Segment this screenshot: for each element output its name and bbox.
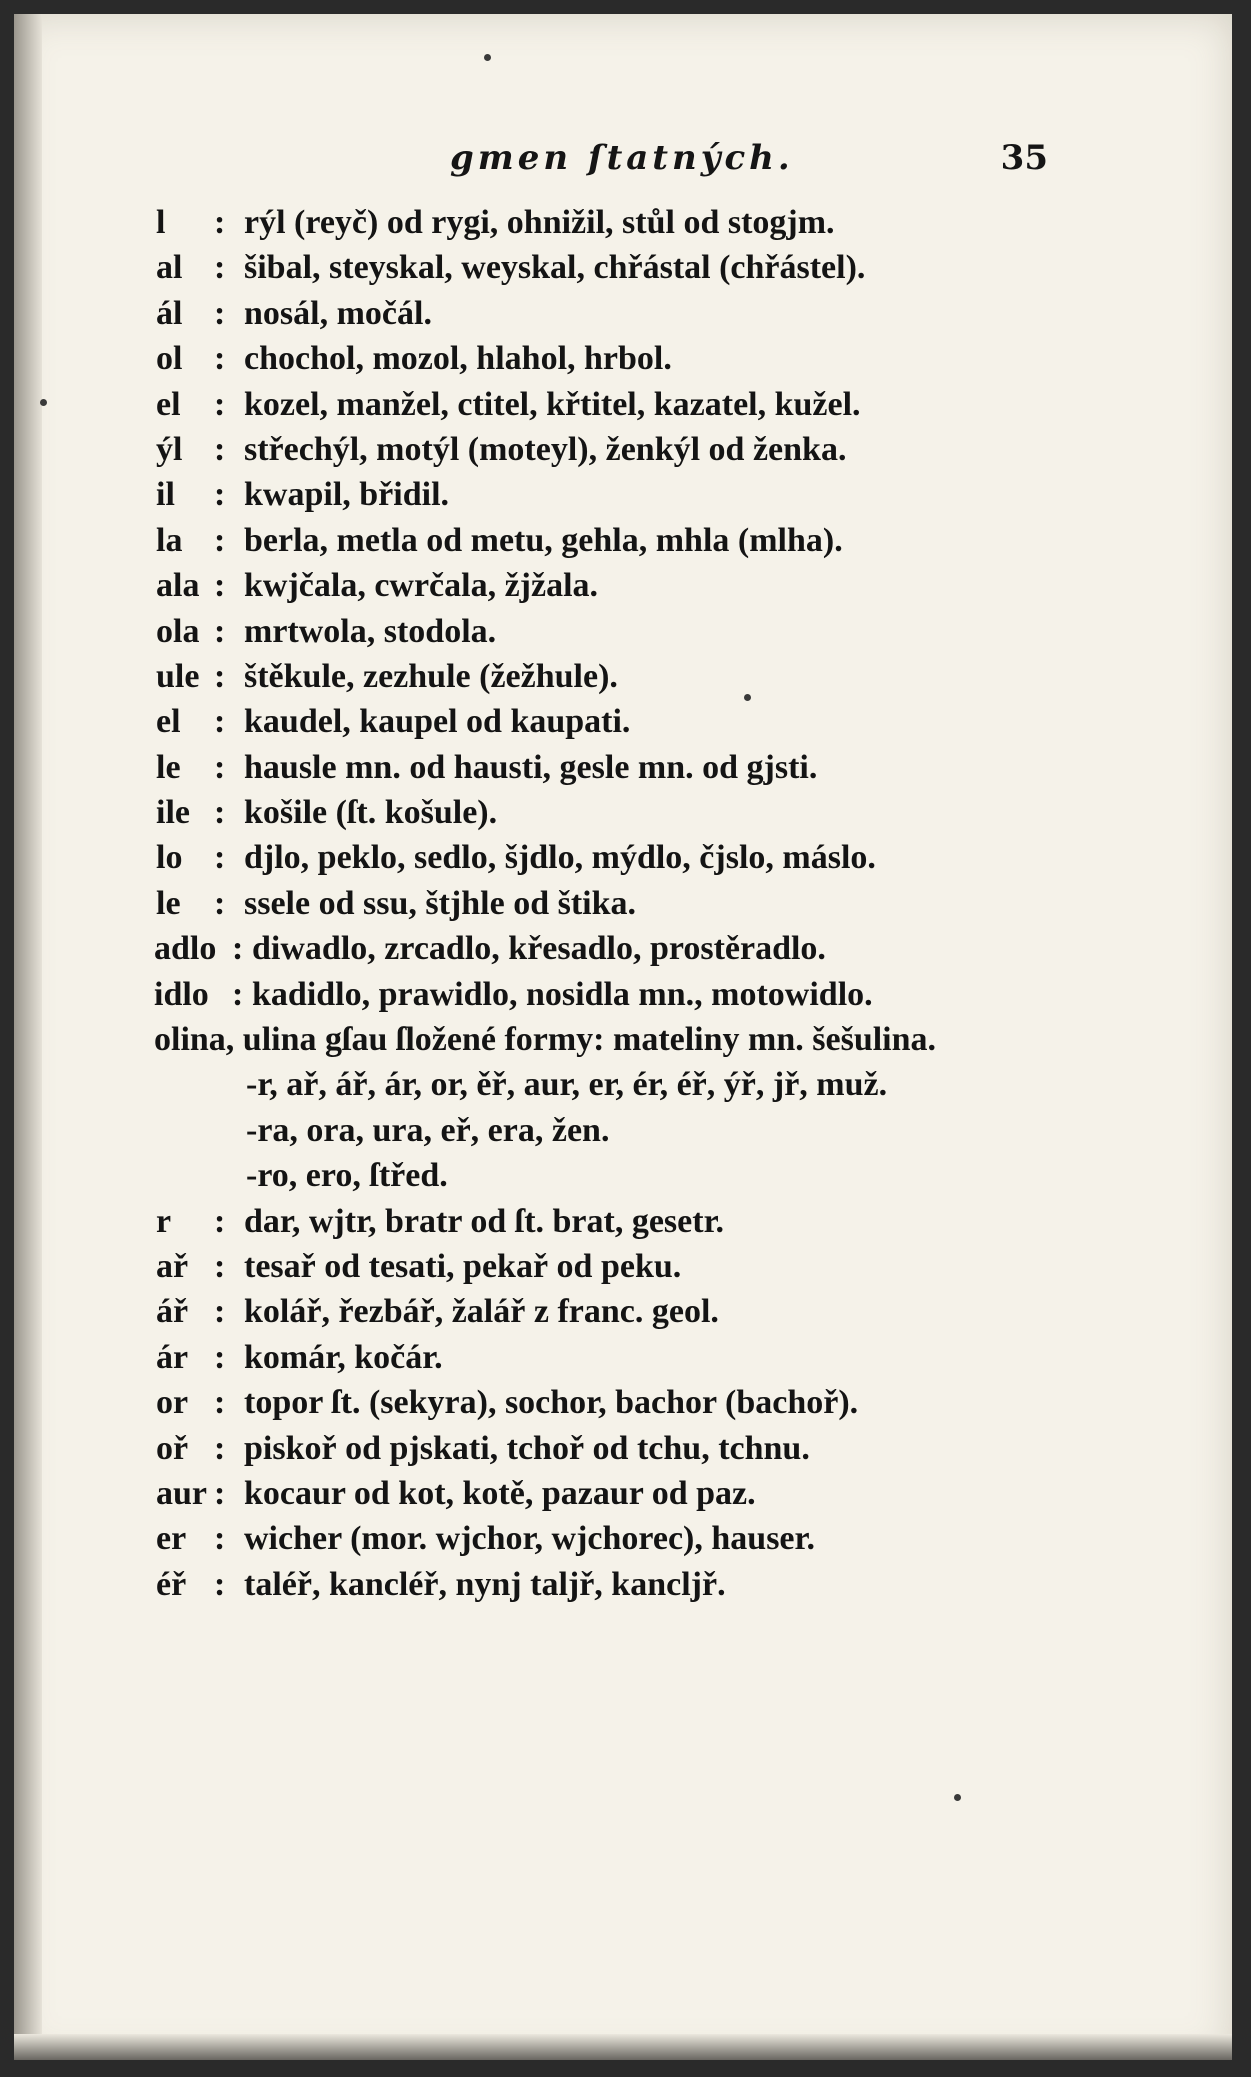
entry-row [146, 1380, 1146, 1425]
suffix-label: idlo [154, 975, 209, 1013]
colon: : [214, 204, 226, 241]
entry-row [146, 291, 1146, 336]
colon: : [214, 1338, 226, 1376]
entry-row [146, 790, 1146, 835]
colon: : [214, 1565, 226, 1603]
colon: : [214, 884, 226, 922]
suffix-label: r [156, 1202, 172, 1240]
suffix-label: la [156, 521, 183, 559]
entry-row [146, 609, 1146, 654]
colon: : [214, 1247, 226, 1285]
entry-row [146, 881, 1146, 926]
example-words: -ra, ora, ura, eř, era, žen. [246, 1111, 610, 1149]
paper-speck [484, 54, 491, 61]
running-title: gmen ſtatných. [450, 138, 794, 178]
example-words: komár, kočár. [244, 1338, 443, 1376]
page-gutter-shadow [14, 14, 42, 2060]
entry-row [146, 1062, 1146, 1107]
example-words: kwapil, břidil. [244, 476, 450, 514]
colon: : [214, 1293, 226, 1331]
suffix-list [146, 200, 1146, 1607]
suffix-label: le [156, 748, 181, 786]
entry-row [146, 972, 1146, 1017]
example-words: kozel, manžel, ctitel, křtitel, kazatel, kužel. [244, 385, 861, 423]
suffix-label: el [156, 703, 181, 741]
entry-row [146, 472, 1146, 517]
colon: : [214, 794, 226, 832]
suffix-label: or [156, 1384, 189, 1422]
example-words: mrtwola, stodola. [244, 612, 497, 650]
example-words: djlo, peklo, sedlo, šjdlo, mýdlo, čjslo, máslo. [244, 839, 876, 877]
entry-row [146, 245, 1146, 290]
suffix-label: ár [156, 1338, 189, 1376]
colon: : [214, 430, 226, 468]
entry-row [146, 1335, 1146, 1380]
example-words: kadidlo, prawidlo, nosidla mn., motowidlo. [252, 975, 873, 1013]
page-bottom-shadow [14, 2034, 1232, 2060]
entry-row [146, 1153, 1146, 1198]
colon: : [214, 476, 226, 514]
suffix-label: oř [156, 1429, 189, 1467]
suffix-label: il [156, 476, 175, 514]
colon: : [214, 1429, 226, 1467]
entry-row [146, 1516, 1146, 1561]
colon: : [214, 521, 226, 559]
entry-row [146, 1562, 1146, 1607]
entry-row [146, 1017, 1146, 1062]
colon: : [232, 930, 244, 968]
entry-row [146, 518, 1146, 563]
entry-row [146, 1244, 1146, 1289]
suffix-label: l [156, 204, 166, 241]
entry-row [146, 382, 1146, 427]
example-words: topor ſt. (sekyra), sochor, bachor (bachoř). [244, 1384, 859, 1422]
colon: : [214, 294, 226, 332]
suffix-label: ile [156, 794, 190, 832]
example-words: štěkule, zezhule (žežhule). [244, 657, 618, 695]
entry-row [146, 563, 1146, 608]
suffix-label: aur [156, 1474, 207, 1512]
running-head [440, 138, 1100, 188]
colon: : [214, 567, 226, 605]
entry-row [146, 427, 1146, 472]
entry-row [146, 200, 1146, 245]
suffix-label: ař [156, 1247, 189, 1285]
example-words: kwjčala, cwrčala, žjžala. [244, 567, 599, 605]
entry-row [146, 1471, 1146, 1516]
suffix-label: le [156, 884, 181, 922]
colon: : [214, 1520, 226, 1558]
colon: : [214, 340, 226, 378]
suffix-label: ýl [156, 430, 183, 468]
example-words: rýl (reyč) od rygi, ohnižil, stůl od stogjm. [244, 204, 835, 241]
entry-row [146, 926, 1146, 971]
example-words: olina, ulina gſau ſložené formy: mateliny mn. šešulina. [154, 1021, 937, 1059]
example-words: ssele od ssu, štjhle od štika. [244, 884, 637, 922]
example-words: kolář, řezbář, žalář z franc. geol. [244, 1293, 719, 1331]
example-words: -ro, ero, ſtřed. [246, 1157, 448, 1195]
entry-row [146, 1289, 1146, 1334]
suffix-label: er [156, 1520, 187, 1558]
colon: : [214, 612, 226, 650]
example-words: diwadlo, zrcadlo, křesadlo, prostěradlo. [252, 930, 826, 968]
example-words: hausle mn. od hausti, gesle mn. od gjsti. [244, 748, 818, 786]
colon: : [214, 657, 226, 695]
colon: : [214, 748, 226, 786]
example-words: dar, wjtr, bratr od ſt. brat, gesetr. [244, 1202, 725, 1240]
entry-row [146, 1199, 1146, 1244]
colon: : [214, 385, 226, 423]
example-words: tesař od tesati, pekař od peku. [244, 1247, 682, 1285]
example-words: piskoř od pjskati, tchoř od tchu, tchnu. [244, 1429, 810, 1467]
example-words: chochol, mozol, hlahol, hrbol. [244, 340, 672, 378]
entry-row [146, 1426, 1146, 1471]
suffix-label: ál [156, 294, 183, 332]
entry-row [146, 654, 1146, 699]
colon: : [232, 975, 244, 1013]
colon: : [214, 1474, 226, 1512]
suffix-label: ola [156, 612, 200, 650]
entry-row [146, 835, 1146, 880]
example-words: berla, metla od metu, gehla, mhla (mlha). [244, 521, 843, 559]
entry-row [146, 1108, 1146, 1153]
example-words: wicher (mor. wjchor, wjchorec), hauser. [244, 1520, 815, 1558]
colon: : [214, 839, 226, 877]
colon: : [214, 703, 226, 741]
entry-row [146, 745, 1146, 790]
suffix-label: ala [156, 567, 200, 605]
page-number: 35 [1000, 138, 1048, 178]
example-words: střechýl, motýl (moteyl), ženkýl od ženka. [244, 430, 847, 468]
example-words: -r, ař, ář, ár, or, ěř, aur, er, ér, éř, ýř, jř, muž. [246, 1066, 888, 1104]
entry-row [146, 699, 1146, 744]
colon: : [214, 1384, 226, 1422]
example-words: košile (ſt. košule). [244, 794, 498, 832]
suffix-label: al [156, 249, 183, 287]
suffix-label: adlo [154, 930, 217, 968]
suffix-label: ář [156, 1293, 189, 1331]
colon: : [214, 1202, 226, 1240]
suffix-label: ule [156, 657, 200, 695]
paper-speck [954, 1794, 961, 1801]
example-words: kaudel, kaupel od kaupati. [244, 703, 631, 741]
colon: : [214, 249, 226, 287]
example-words: šibal, steyskal, weyskal, chřástal (chřástel). [244, 249, 866, 287]
example-words: taléř, kancléř, nynj taljř, kancljř. [244, 1565, 726, 1603]
entry-row [146, 336, 1146, 381]
suffix-label: ol [156, 340, 183, 378]
suffix-label: éř [156, 1565, 187, 1603]
example-words: nosál, močál. [244, 294, 432, 332]
example-words: kocaur od kot, kotě, pazaur od paz. [244, 1474, 756, 1512]
suffix-label: lo [156, 839, 183, 877]
suffix-label: el [156, 385, 181, 423]
paper-speck [40, 399, 47, 406]
